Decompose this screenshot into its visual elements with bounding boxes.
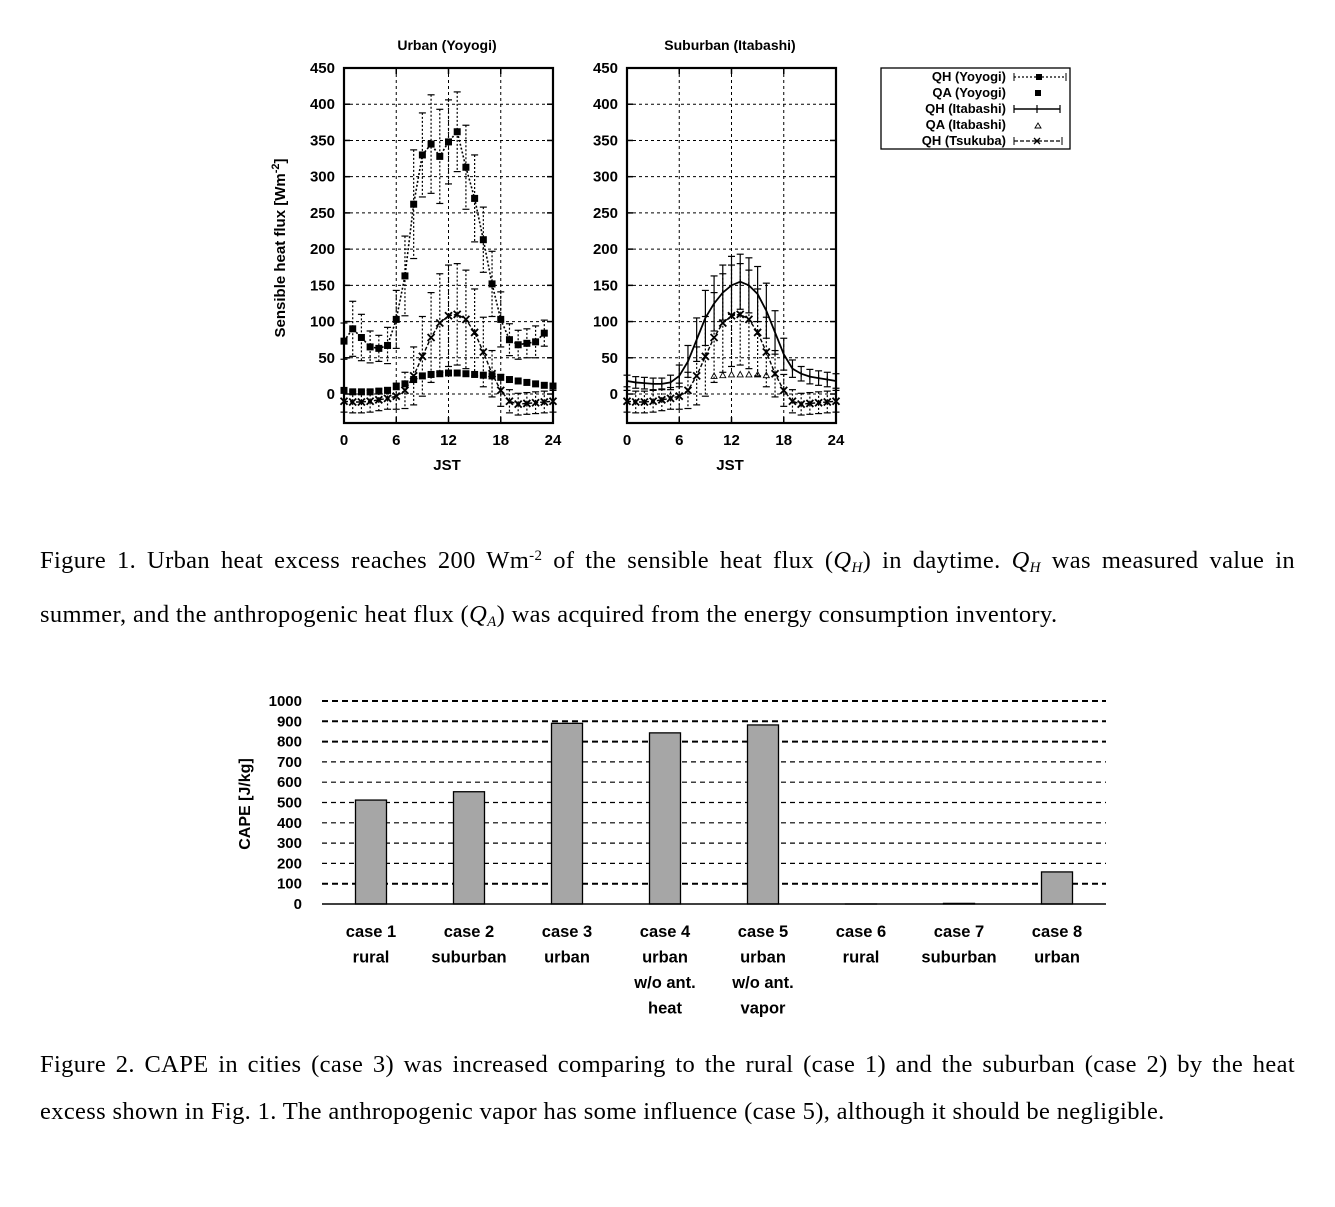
cape-bar: [552, 723, 583, 904]
cape-bar: [748, 725, 779, 904]
urban-ytick-label: 350: [309, 132, 335, 150]
cape-ytick-label: 700: [276, 753, 302, 771]
suburban-xtick-label: 24: [827, 432, 845, 449]
fig1-legend: [881, 68, 1070, 149]
urban-xtick-label: 0: [339, 432, 349, 449]
urban-qh-yoyogi-point: [532, 338, 539, 345]
urban-qh-tsukuba-point: [436, 320, 443, 327]
urban-qh-yoyogi-point: [497, 316, 504, 323]
cape-category-label: [836, 923, 886, 967]
cape-bar: [454, 792, 485, 904]
urban-ytick-label: 150: [309, 277, 335, 295]
cape-ytick-label: 800: [276, 733, 302, 751]
cape-category-label-line: urban: [642, 948, 688, 967]
urban-qh-yoyogi-point: [523, 340, 530, 347]
cape-ytick-label: 900: [276, 713, 302, 731]
urban-qh-yoyogi-point: [454, 128, 461, 135]
cape-category-label: [731, 923, 793, 1018]
panel-title-suburban: Suburban (Itabashi): [664, 37, 796, 53]
cape-category-label-line: rural: [842, 948, 880, 967]
cape-category-label: [346, 923, 396, 967]
urban-ytick-label: 50: [318, 349, 335, 367]
urban-qa-yoyogi-point: [445, 370, 452, 377]
urban-qh-yoyogi-point: [375, 345, 382, 352]
urban-qa-yoyogi-point: [541, 382, 548, 389]
legend-label-qa-yoyogi: QA (Yoyogi): [932, 85, 1006, 100]
urban-qh-yoyogi-point: [401, 272, 408, 279]
cape-ytick-label: 1000: [268, 693, 302, 710]
urban-qh-yoyogi-point: [428, 141, 435, 148]
suburban-ytick-label: 400: [592, 96, 618, 114]
suburban-xtick-label: 18: [775, 432, 793, 449]
cape-category-label: [431, 923, 506, 967]
suburban-ytick-label: 50: [601, 349, 618, 367]
urban-qh-yoyogi-point: [489, 280, 496, 287]
suburban-qh-tsukuba-point: [711, 334, 718, 341]
urban-qa-yoyogi-point: [506, 376, 513, 383]
cape-category-label: [1032, 923, 1082, 967]
cape-category-label-line: urban: [544, 948, 590, 967]
urban-qh-yoyogi-point: [410, 201, 417, 208]
cape-ytick-label: 0: [293, 896, 302, 913]
urban-qh-yoyogi-point: [471, 195, 478, 202]
urban-ytick-label: 250: [309, 204, 335, 222]
cape-category-label-line: case 1: [345, 923, 397, 941]
urban-xtick-label: 6: [392, 432, 401, 449]
urban-qh-yoyogi-point: [384, 342, 391, 349]
suburban-ytick-label: 0: [609, 386, 618, 404]
cape-bar: [1042, 872, 1073, 904]
suburban-ytick-label: 200: [592, 241, 618, 259]
urban-qa-yoyogi-point: [454, 370, 461, 377]
urban-qh-yoyogi-point: [358, 334, 365, 341]
suburban-qa-itabashi-point: [746, 371, 752, 377]
urban-qh-yoyogi-point: [349, 325, 356, 332]
figure-2: [0, 680, 1335, 1030]
urban-qh-yoyogi-point: [541, 330, 548, 337]
cape-category-label-line: urban: [1034, 948, 1080, 967]
cape-ytick-label: 600: [276, 774, 302, 792]
cape-category-label: [921, 923, 996, 967]
urban-qa-yoyogi-point: [462, 370, 469, 377]
suburban-ytick-label: 150: [592, 277, 618, 295]
suburban-ytick-label: 300: [592, 168, 618, 186]
panel-suburban: [593, 60, 845, 449]
cape-category-label-line: case 6: [835, 923, 887, 941]
figure-2-caption: Figure 2. CAPE in cities (case 3) was increased comparing to the rural (case 1) and the suburban (case 2) by the heat excess shown in Fig. 1. The anthropogenic vapor has some influence (case 5), although it should be negligible.: [40, 1051, 1295, 1125]
suburban-qa-itabashi-point: [737, 371, 743, 377]
urban-qh-yoyogi-point: [506, 336, 513, 343]
urban-qh-yoyogi-point: [419, 151, 426, 158]
figure-1-caption: Figure 1. Urban heat excess reaches 200 $Wm^{-2}$ of the sensible heat flux $(Q_H)$ in daytime. $Q_H$ was measured value in summer, and the anthropogenic heat flux $(Q_A)$ was acquired from the energy consumption inventory.: [40, 547, 1295, 630]
suburban-qa-itabashi-point: [720, 372, 726, 378]
figure-1: [0, 0, 1335, 500]
cape-category-label-line: case 8: [1031, 923, 1083, 941]
urban-ytick-label: 0: [326, 386, 335, 404]
cape-ytick-label: 500: [276, 794, 302, 812]
cape-bar-chart: [269, 693, 1106, 1018]
cape-category-label-line: case 4: [639, 923, 691, 941]
urban-qh-yoyogi-point: [393, 316, 400, 323]
urban-xtick-label: 12: [440, 432, 457, 449]
urban-ytick-label: 200: [309, 241, 335, 259]
urban-qh-yoyogi-point: [515, 341, 522, 348]
urban-ytick-label: 300: [309, 168, 335, 186]
urban-qa-yoyogi-point: [532, 380, 539, 387]
suburban-xtick-label: 6: [675, 432, 684, 449]
fig1-xlabel-urban: JST: [433, 457, 461, 474]
cape-category-label-line: vapor: [740, 999, 786, 1018]
urban-qh-yoyogi-point: [436, 153, 443, 160]
legend-label-qh-yoyogi: QH (Yoyogi): [931, 69, 1006, 84]
cape-category-label-line: urban: [740, 948, 786, 967]
suburban-ytick-label: 450: [592, 60, 618, 77]
cape-ytick-label: 100: [276, 875, 302, 893]
cape-category-label-line: w/o ant.: [634, 974, 696, 992]
urban-xtick-label: 18: [492, 432, 510, 449]
cape-category-label-line: suburban: [921, 948, 997, 967]
urban-qh-yoyogi-point: [367, 343, 374, 350]
cape-category-label: [542, 923, 592, 967]
urban-ytick-label: 450: [309, 60, 335, 77]
urban-xtick-label: 24: [544, 432, 562, 449]
cape-bar: [650, 733, 681, 904]
cape-ytick-label: 200: [276, 855, 302, 873]
suburban-ytick-label: 250: [592, 204, 618, 222]
urban-qa-yoyogi-point: [523, 379, 530, 386]
suburban-ytick-label: 350: [592, 132, 618, 150]
urban-qh-yoyogi-point: [462, 164, 469, 171]
legend-label-qa-itabashi: QA (Itabashi): [925, 117, 1006, 132]
panel-title-urban: Urban (Yoyogi): [397, 37, 497, 53]
legend-label-qh-itabashi: QH (Itabashi): [925, 101, 1006, 116]
cape-ytick-label: 400: [276, 814, 302, 832]
cape-category-label-line: heat: [648, 999, 682, 1018]
legend-sample-qa-yoyogi: [1035, 90, 1041, 96]
cape-category-label-line: w/o ant.: [732, 974, 794, 992]
panel-urban: [310, 60, 562, 449]
urban-qa-yoyogi-point: [515, 377, 522, 384]
suburban-qh-tsukuba-point: [693, 372, 700, 379]
urban-qh-yoyogi-point: [480, 236, 487, 243]
cape-category-label-line: rural: [352, 948, 390, 967]
fig1-ylabel: Sensible heat flux $[Wm^{-2}]$: [270, 158, 289, 338]
fig2-ylabel: CAPE [J/kg]: [237, 758, 254, 850]
cape-category-label-line: case 3: [541, 923, 593, 941]
cape-category-label: [633, 923, 695, 1018]
suburban-xtick-label: 0: [622, 432, 632, 449]
suburban-ytick-label: 100: [592, 313, 618, 331]
legend-label-qh-tsukuba: QH (Tsukuba): [921, 133, 1006, 148]
suburban-xtick-label: 12: [723, 432, 740, 449]
urban-qh-yoyogi-point: [445, 138, 452, 145]
urban-ytick-label: 400: [309, 96, 335, 114]
cape-category-label-line: case 7: [933, 923, 985, 941]
suburban-qa-itabashi-point: [729, 371, 735, 377]
cape-category-label-line: case 2: [443, 923, 495, 941]
cape-ytick-label: 300: [276, 835, 302, 853]
cape-bar: [356, 800, 387, 904]
urban-qh-tsukuba-point: [428, 334, 435, 341]
urban-qh-yoyogi-line: [344, 132, 544, 349]
fig1-xlabel-suburban: JST: [716, 457, 744, 474]
cape-category-label-line: case 5: [737, 923, 789, 941]
urban-ytick-label: 100: [309, 313, 335, 331]
cape-category-label-line: suburban: [431, 948, 507, 967]
